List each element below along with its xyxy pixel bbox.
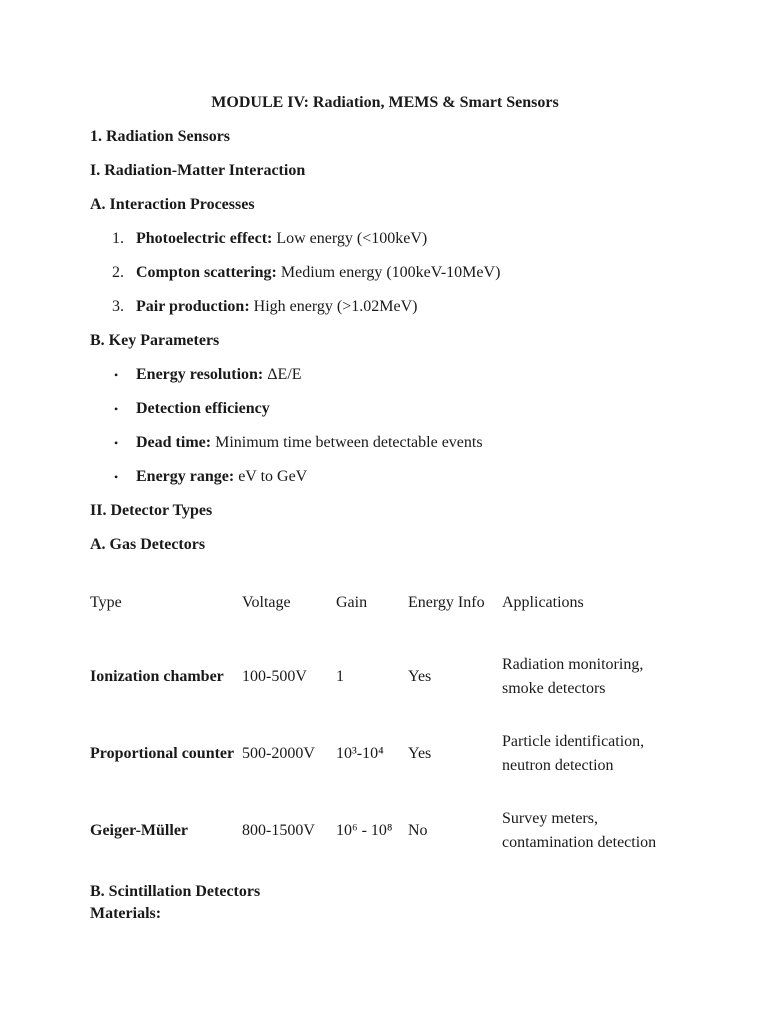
- list-item-term: Dead time:: [136, 434, 212, 451]
- list-item-desc: High energy (>1.02MeV): [249, 298, 418, 315]
- list-item-desc: eV to GeV: [234, 468, 308, 485]
- interaction-processes-list: [90, 228, 680, 318]
- cell-applications: Radiation monitoring, smoke detectors: [502, 655, 644, 697]
- document-page: [90, 92, 680, 937]
- column-header-voltage: Voltage: [242, 594, 291, 611]
- heading-interaction-processes: A. Interaction Processes: [90, 196, 255, 213]
- column-header-energy-info: Energy Info: [408, 594, 485, 611]
- bullet-icon: •: [114, 436, 119, 450]
- list-item: [90, 228, 680, 250]
- cell-voltage: 800-1500V: [242, 821, 315, 839]
- list-item-term: Energy range:: [136, 468, 235, 485]
- heading-detector-types: II. Detector Types: [90, 502, 213, 519]
- cell-gain: 10³-10⁴: [336, 744, 384, 762]
- list-item: [90, 364, 680, 386]
- list-item: [90, 432, 680, 454]
- bullet-icon: •: [114, 470, 119, 484]
- column-header-type: Type: [90, 594, 122, 611]
- table-row: [90, 715, 680, 792]
- cell-applications: Survey meters, contamination detection: [502, 809, 657, 851]
- cell-energy-info: No: [408, 821, 428, 839]
- list-number: 3.: [112, 298, 124, 315]
- list-number: 1.: [112, 230, 124, 247]
- list-item: [90, 262, 680, 284]
- bullet-icon: •: [114, 368, 119, 382]
- list-item: [90, 466, 680, 488]
- cell-voltage: 500-2000V: [242, 744, 315, 762]
- column-header-gain: Gain: [336, 594, 368, 611]
- list-item: [90, 398, 680, 420]
- cell-gain: 10⁶ - 10⁸: [336, 821, 393, 839]
- gas-detectors-table: [90, 568, 680, 869]
- list-item-term: Detection efficiency: [136, 400, 270, 417]
- heading-gas-detectors: A. Gas Detectors: [90, 536, 206, 553]
- cell-type: Geiger-Müller: [90, 821, 189, 839]
- cell-energy-info: Yes: [408, 744, 432, 762]
- heading-key-parameters: B. Key Parameters: [90, 332, 220, 349]
- heading-radiation-sensors: 1. Radiation Sensors: [90, 128, 231, 145]
- table-header-row: [90, 568, 680, 638]
- list-item: [90, 296, 680, 318]
- list-item-desc: Minimum time between detectable events: [211, 434, 483, 451]
- table-row: [90, 792, 680, 869]
- list-item-term: Photoelectric effect:: [136, 230, 273, 247]
- list-item-term: Pair production:: [136, 298, 250, 315]
- cell-type: Ionization chamber: [90, 667, 224, 685]
- list-item-desc: Medium energy (100keV-10MeV): [276, 264, 501, 281]
- bullet-icon: •: [114, 402, 119, 416]
- key-parameters-list: [90, 364, 680, 488]
- table-row: [90, 638, 680, 715]
- list-item-desc: ΔE/E: [263, 366, 302, 383]
- column-header-applications: Applications: [502, 594, 584, 611]
- cell-applications: Particle identification, neutron detection: [502, 732, 645, 774]
- list-item-desc: Low energy (<100keV): [272, 230, 428, 247]
- page-title: MODULE IV: Radiation, MEMS & Smart Sensors: [211, 94, 559, 111]
- cell-voltage: 100-500V: [242, 667, 307, 685]
- list-item-term: Compton scattering:: [136, 264, 277, 281]
- heading-scintillation-detectors: B. Scintillation Detectors: [90, 883, 261, 900]
- cell-type: Proportional counter: [90, 744, 235, 762]
- heading-radiation-matter-interaction: I. Radiation-Matter Interaction: [90, 162, 306, 179]
- cell-gain: 1: [336, 667, 344, 685]
- list-number: 2.: [112, 264, 124, 281]
- materials-label: Materials:: [90, 905, 162, 922]
- list-item-term: Energy resolution:: [136, 366, 264, 383]
- cell-energy-info: Yes: [408, 667, 432, 685]
